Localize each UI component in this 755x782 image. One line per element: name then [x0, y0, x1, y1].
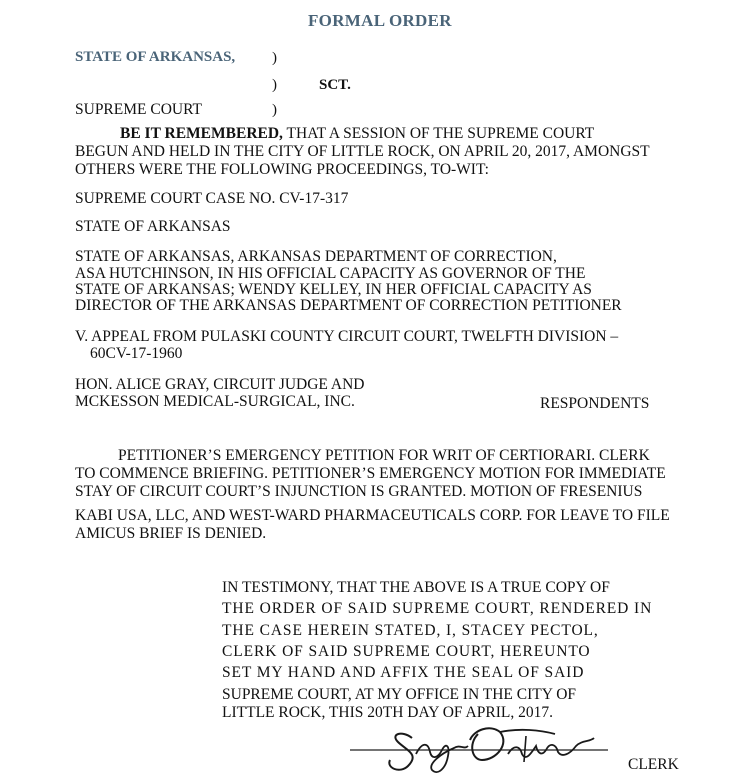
respondents-line: MCKESSON MEDICAL-SURGICAL, INC. — [75, 393, 355, 410]
case-number: SUPREME COURT CASE NO. CV-17-317 — [75, 190, 349, 207]
order-line: AMICUS BRIEF IS DENIED. — [75, 525, 267, 542]
order-line: KABI USA, LLC, AND WEST-WARD PHARMACEUTICALS CORP. FOR LEAVE TO FILE — [75, 507, 670, 524]
testimony-line: LITTLE ROCK, THIS 20TH DAY OF APRIL, 2017. — [222, 704, 553, 721]
case-state: STATE OF ARKANSAS — [75, 218, 231, 235]
testimony-line: SET MY HAND AND AFFIX THE SEAL OF SAID — [222, 664, 585, 681]
order-line: TO COMMENCE BRIEFING. PETITIONER’S EMERGENCY MOTION FOR IMMEDIATE — [75, 465, 666, 482]
testimony-line: THE ORDER OF SAID SUPREME COURT, RENDERED IN — [222, 600, 653, 617]
respondents-line: HON. ALICE GRAY, CIRCUIT JUDGE AND — [75, 376, 365, 393]
parties-line: STATE OF ARKANSAS, ARKANSAS DEPARTMENT OF CORRECTION, — [75, 248, 557, 265]
clerk-signature — [350, 724, 610, 778]
order-line: STAY OF CIRCUIT COURT’S INJUNCTION IS GRANTED. MOTION OF FRESENIUS — [75, 483, 643, 500]
respondents-label: RESPONDENTS — [540, 395, 650, 412]
intro-line1-rest: THAT A SESSION OF THE SUPREME COURT — [282, 125, 595, 142]
testimony-line: CLERK OF SAID SUPREME COURT, HEREUNTO — [222, 643, 591, 660]
page-title: FORMAL ORDER — [308, 11, 452, 30]
order-line: PETITIONER’S EMERGENCY PETITION FOR WRIT OF CERTIORARI. CLERK — [118, 447, 650, 464]
caption-paren: ) — [272, 102, 277, 118]
intro-line-3: OTHERS WERE THE FOLLOWING PROCEEDINGS, TO-WIT: — [75, 161, 489, 178]
caption-sct: SCT. — [319, 77, 351, 93]
caption-state: STATE OF ARKANSAS, — [75, 49, 236, 65]
appeal-line: 60CV-17-1960 — [90, 345, 183, 362]
intro-line-1 — [120, 125, 594, 142]
parties-line: ASA HUTCHINSON, IN HIS OFFICIAL CAPACITY AS GOVERNOR OF THE — [75, 265, 586, 282]
parties-line: STATE OF ARKANSAS; WENDY KELLEY, IN HER OFFICIAL CAPACITY AS — [75, 281, 592, 298]
testimony-line: THE CASE HEREIN STATED, I, STACEY PECTOL, — [222, 622, 599, 639]
caption-paren: ) — [272, 77, 277, 93]
appeal-line: V. APPEAL FROM PULASKI COUNTY CIRCUIT COURT, TWELFTH DIVISION – — [75, 328, 619, 345]
intro-lead: BE IT REMEMBERED, — [120, 125, 283, 142]
intro-line-2: BEGUN AND HELD IN THE CITY OF LITTLE ROCK, ON APRIL 20, 2017, AMONGST — [75, 143, 650, 160]
clerk-label: CLERK — [628, 756, 679, 773]
testimony-line: IN TESTIMONY, THAT THE ABOVE IS A TRUE COPY OF — [222, 579, 610, 596]
caption-paren: ) — [272, 50, 277, 66]
caption-court: SUPREME COURT — [75, 101, 202, 118]
parties-line: DIRECTOR OF THE ARKANSAS DEPARTMENT OF CORRECTION PETITIONER — [75, 297, 622, 314]
testimony-line: SUPREME COURT, AT MY OFFICE IN THE CITY OF — [222, 686, 577, 703]
